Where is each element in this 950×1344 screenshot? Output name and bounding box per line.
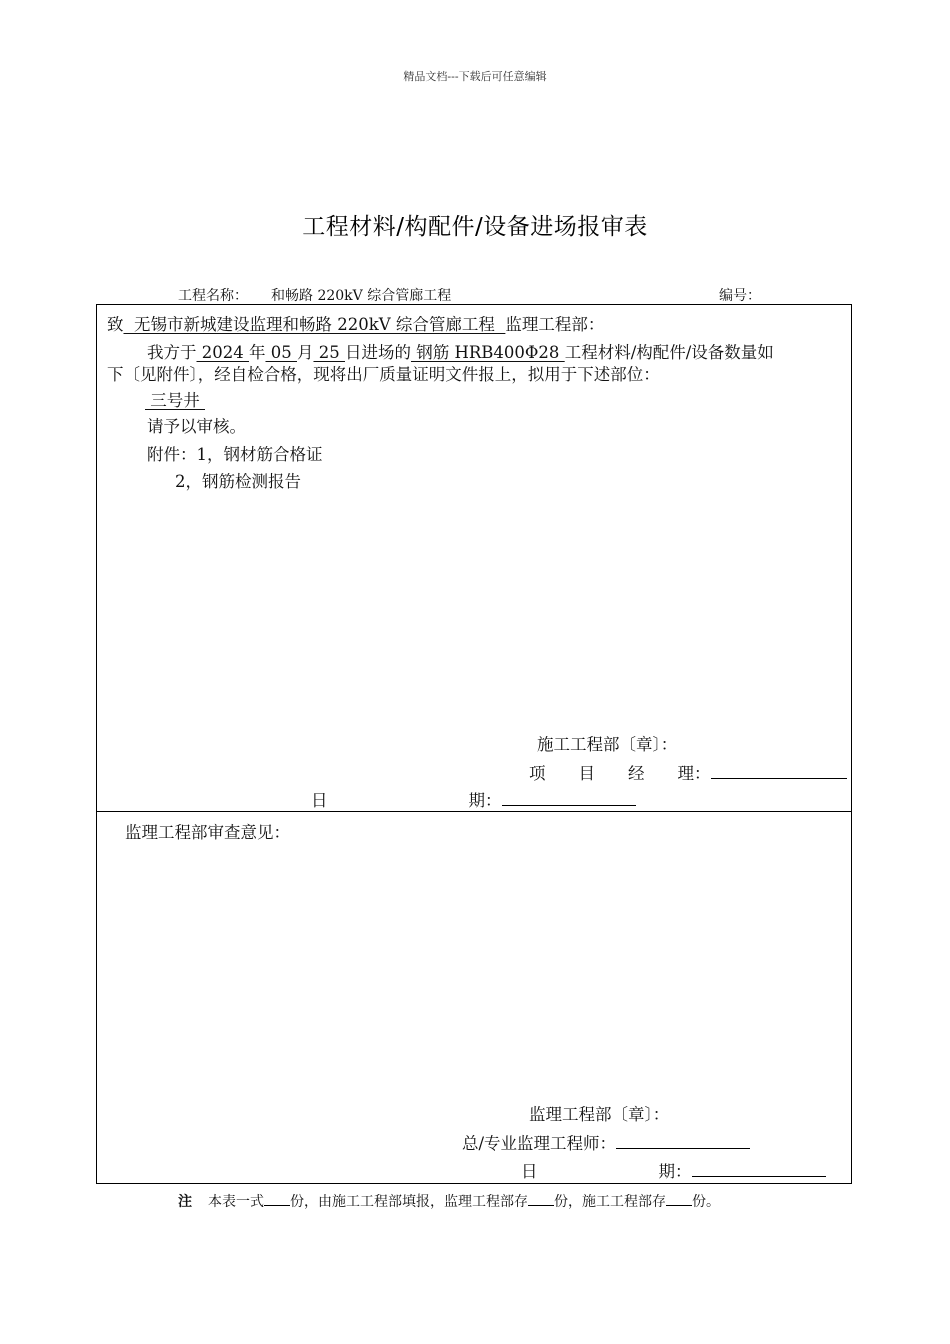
supervisor-seal-label: 监理工程部〔章〕： [529,1105,670,1124]
footnote [178,1191,720,1211]
arrival-line-continued: 下〔见附件〕，经自检合格，现将出厂质量证明文件报上，拟用于下述部位： [107,365,660,384]
footnote-text-a: 本表一式 [208,1194,264,1210]
attachment-1: 附件：1，钢材筋合格证 [147,445,323,464]
upper-date-label-b: 期： [468,791,502,810]
year-suffix: 年 [248,343,266,362]
project-name-label: 工程名称： [178,288,248,304]
project-info-line [0,285,950,303]
lower-date-line [521,1160,826,1182]
usage-location [145,391,205,411]
arrival-year: 2024 [196,343,249,362]
month-suffix: 月 [296,343,314,362]
upper-date-line [311,789,636,811]
project-name-value: 和畅路 220kV 综合管廊工程 [271,288,452,304]
copies-contractor-blank[interactable] [666,1193,692,1206]
project-manager-signature-blank[interactable] [711,762,847,779]
supervising-engineer-signature-blank[interactable] [616,1132,750,1149]
form-number-label: 编号： [719,288,761,304]
arrival-line [147,343,774,363]
project-manager-label: 项 目 经 理： [529,764,711,783]
addressee-line [107,315,604,335]
usage-location-value: 三号井 [145,391,205,410]
day-suffix: 日进场的 [344,343,411,362]
contractor-seal-label: 施工工程部〔章〕： [537,735,678,754]
upper-date-blank[interactable] [502,789,636,806]
copies-total-blank[interactable] [264,1193,290,1206]
addressee-unit: 无锡市新城建设监理和畅路 220kV 综合管廊工程 [123,315,506,334]
project-manager-line [529,762,847,784]
header-note: 精品文档---下载后可任意编辑 [403,70,547,83]
copies-supervisor-blank[interactable] [528,1193,554,1206]
review-request: 请予以审核。 [147,417,246,436]
lower-date-label-a: 日 [521,1162,538,1181]
arrival-month: 05 [265,343,297,362]
footnote-text-b: 份，由施工工程部填报，监理工程部存 [290,1194,528,1210]
lower-date-blank[interactable] [692,1160,826,1177]
footnote-text-c: 份，施工工程部存 [554,1194,666,1210]
supervisor-opinion-label: 监理工程部审查意见： [125,823,290,842]
report-form [96,304,852,1184]
addressee-suffix: 监理工程部： [505,315,605,334]
attachment-2: 2，钢筋检测报告 [175,472,301,491]
section-divider [97,811,851,812]
footnote-prefix: 注 [178,1194,192,1210]
arrival-text-a: 我方于 [147,343,197,362]
upper-date-label-a: 日 [311,791,328,810]
material-name: 钢筋 HRB400Φ28 [410,343,565,362]
arrival-day: 25 [313,343,345,362]
arrival-text-b: 工程材料/构配件/设备数量如 [564,343,774,362]
page-title: 工程材料/构配件/设备进场报审表 [302,214,648,240]
lower-date-label-b: 期： [658,1162,692,1181]
footnote-text-d: 份。 [692,1194,720,1210]
supervising-engineer-line [462,1132,750,1154]
addressee-prefix: 致 [107,315,124,334]
supervising-engineer-label: 总/专业监理工程师： [462,1134,617,1153]
